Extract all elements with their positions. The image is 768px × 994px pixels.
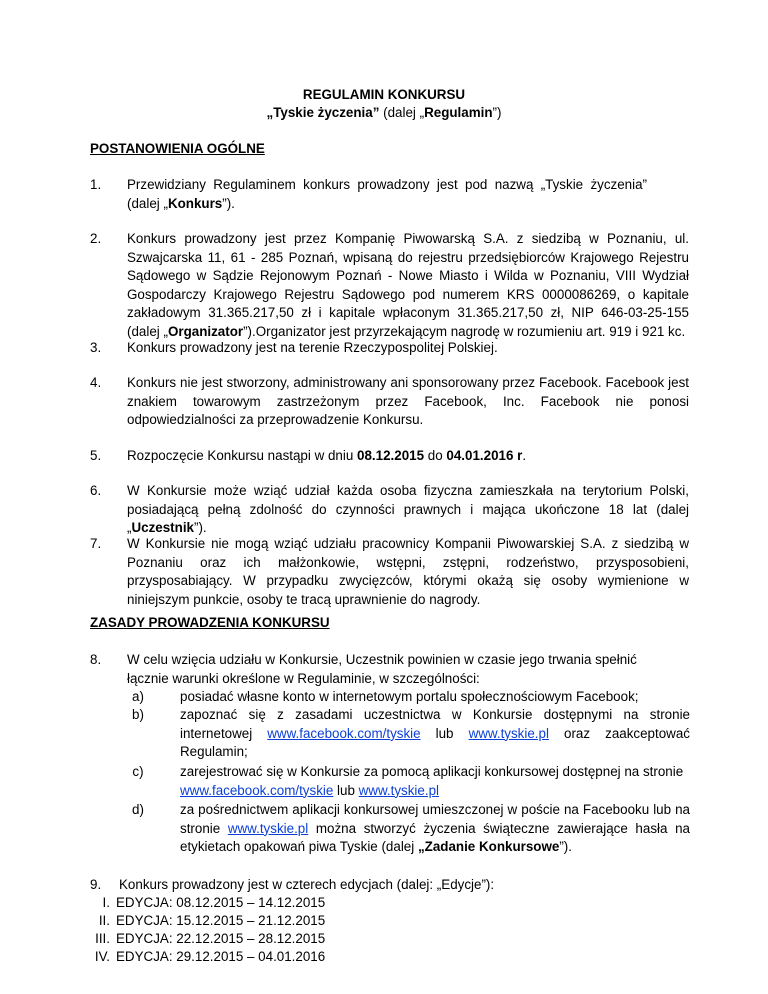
facebook-tyskie-link[interactable]: www.facebook.com/tyskie — [267, 725, 421, 741]
section-heading-general: POSTANOWIENIA OGÓLNE — [90, 141, 265, 156]
tyskie-website-link[interactable]: www.tyskie.pl — [227, 820, 309, 836]
document-title: REGULAMIN KONKURSU — [302, 87, 466, 102]
document-page: REGULAMIN KONKURSU „Tyskie życzenia” (dalej „Regulamin”) POSTANOWIENIA OGÓLNE 1. Przewidziany Regulaminem konkurs prowadzony jest pod nazwą „Tyskie życzenia” (dalej „Konkurs”). 2. Konkurs prowadzony jest przez Kompanię Piwowarską S.A. z siedzibą w Poznaniu, ul. Szwajcarska 11, 61 - 285 Poznań, wpisaną do rejestru przedsiębiorców Krajowego Rejestru Sądowego w Sądzie Rejonowym Poznań - Nowe Miasto i Wilda w Poznaniu, VIII Wydział Gospodarczy Krajowego Rejestru Sądowego pod numerem KRS 0000086269, o kapitale zakładowym 31.365.217,50 zł i kapitale wpłaconym 31.365.217,50 zł, NIP 646-03-25-155 (dalej „Organizator”).Organizator jest przyrzekającym nagrodę w rozumieniu art. 919 i 921 kc. 3. Konkurs prowadzony jest na terenie Rzeczypospolitej Polskiej. 4. Konkurs nie jest stworzony, administrowany ani sponsorowany przez Facebook. Facebook jest znakiem towarowym zastrzeżonym przez Facebook, Inc. Facebook nie ponosi odpowiedzialności za przeprowadzenie Konkursu. 5. Rozpoczęcie Konkursu nastąpi w dniu 08.12.2015 do 04.01.2016 r. 6. W Konkursie może wziąć udział każda osoba fizyczna zamieszkała na terytorium Polski, posiadającą pełną zdolność do czynności prawnych i mająca ukończone 18 lat (dalej „Uczestnik”). 7. W Konkursie nie mogą wziąć udziału pracownicy Kompanii Piwowarskiej S.A. z siedzibą w Poznaniu oraz ich małżonkowie, wstępni, zstępni, rodzeństwo, przysposobieni, przysposabiający. W przypadku zwycięzców, którymi okażą się osoby wymienione w niniejszym punkcie, osoby te tracą uprawnienie do nagrody. ZASADY PROWADZENIA KONKURSU 8. W celu wzięcia udziału w Konkursie, Uczestnik powinien w czasie jego trwania spełnić łącznie warunki określone w Regulaminie, w szczególności: a) posiadać własne konto w internetowym portalu społecznościowym Facebook; b) zapoznać się z zasadami uczestnictwa w Konkursie dostępnymi na stronie internetowej www.facebook.com/tyskie lub www.tyskie.pl oraz zaakceptować Regulamin; c) zarejestrować się w Konkursie za pomocą aplikacji konkursowej dostępnej na stronie www.facebook.com/tyskie lub www.tyskie.pl d) za pośrednictwem aplikacji konkursowej umieszczonej w poście na Facebooku lub na stronie www.tyskie.pl można stworzyć życzenia świąteczne zawierające hasła na etykietach opakowań piwa Tyskie (dalej „Zadanie Konkursowe”). 9. Konkurs prowadzony jest w czterech edycjach (dalej: „Edycje”): I. EDYCJA: 08.12.2015 – 14.12.2015 II. EDYCJA: 15.12.2015 – 21.12.2015 III. EDYCJA: 22.12.2015 – 28.12.2015 IV. EDYCJA: 29.12.2015 – 04.01.2016 — [0, 0, 768, 994]
facebook-tyskie-link[interactable]: www.facebook.com/tyskie — [180, 782, 334, 798]
tyskie-website-link[interactable]: www.tyskie.pl — [358, 782, 439, 798]
section-heading-rules: ZASADY PROWADZENIA KONKURSU — [90, 615, 330, 630]
tyskie-website-link[interactable]: www.tyskie.pl — [468, 725, 549, 741]
document-subtitle: „Tyskie życzenia” (dalej „Regulamin”) — [266, 105, 502, 120]
